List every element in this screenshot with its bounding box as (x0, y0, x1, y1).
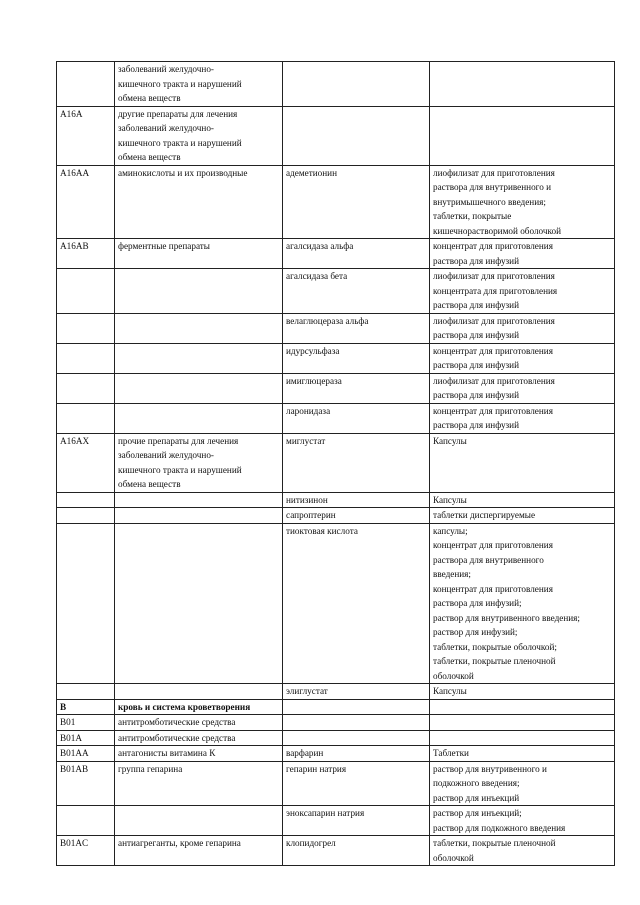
table-row (57, 730, 615, 746)
dosage-form-cell (430, 761, 615, 806)
dosage-form-cell (430, 343, 615, 373)
dosage-form-line: оболочкой (433, 670, 474, 681)
dosage-form-cell (430, 684, 615, 700)
group-name-line: кишечного тракта и нарушений (118, 464, 242, 475)
atc-code-cell (57, 761, 115, 806)
atc-code-cell (57, 699, 115, 715)
table-row (57, 523, 615, 684)
dosage-form-cell (430, 492, 615, 508)
dosage-form-line: раствора для внутривенного (433, 554, 544, 565)
dosage-form-line: Капсулы (433, 494, 467, 505)
table-row (57, 165, 615, 239)
drug-name: сапроптерин (286, 510, 336, 520)
dosage-form-cell (430, 373, 615, 403)
atc-code: B01 (60, 717, 76, 727)
group-name-cell (115, 343, 283, 373)
dosage-form-cell (430, 806, 615, 836)
drug-name: миглустат (286, 435, 326, 446)
group-name-line: другие препараты для лечения (118, 108, 238, 119)
dosage-form-line: раствор для инъекций (433, 792, 520, 803)
group-name-line: кровь и система кроветворения (118, 701, 251, 712)
atc-code-cell (57, 343, 115, 373)
group-name-cell (115, 699, 283, 715)
table-row (57, 313, 615, 343)
group-name-line: заболеваний желудочно- (118, 123, 214, 133)
atc-code-cell (57, 403, 115, 433)
atc-code-cell (57, 523, 115, 684)
dosage-form-cell (430, 165, 615, 239)
drug-name-cell (283, 715, 430, 731)
drug-name: адеметионин (286, 167, 337, 178)
atc-code-cell (57, 508, 115, 524)
dosage-form-line: Капсулы (433, 435, 467, 446)
atc-code: B01A (60, 732, 82, 743)
table-row (57, 508, 615, 524)
dosage-form-cell (430, 836, 615, 866)
group-name-line: заболеваний желудочно- (118, 64, 214, 74)
group-name-line: обмена веществ (118, 93, 181, 103)
group-name-cell (115, 715, 283, 731)
group-name-line: ферментные препараты (118, 241, 210, 251)
table-row (57, 62, 615, 107)
table-row (57, 746, 615, 762)
group-name-cell (115, 433, 283, 492)
drug-name-cell (283, 730, 430, 746)
drug-name-cell (283, 836, 430, 866)
atc-code-cell (57, 313, 115, 343)
dosage-form-cell (430, 746, 615, 762)
drug-name-cell (283, 746, 430, 762)
drug-name-cell (283, 165, 430, 239)
table-row (57, 836, 615, 866)
drug-name: тиоктовая кислота (286, 525, 358, 536)
group-name-line: кишечного тракта и нарушений (118, 78, 242, 89)
group-name-cell (115, 165, 283, 239)
group-name-cell (115, 836, 283, 866)
group-name-line: кишечного тракта и нарушений (118, 137, 242, 148)
drug-name-cell (283, 761, 430, 806)
table-row (57, 492, 615, 508)
group-name-line: прочие препараты для лечения (118, 435, 239, 446)
dosage-form-line: таблетки, покрытые (433, 211, 512, 221)
dosage-form-cell (430, 106, 615, 165)
dosage-form-line: концентрат для приготовления (433, 405, 553, 416)
group-name-cell (115, 761, 283, 806)
group-name-cell (115, 730, 283, 746)
group-name-cell (115, 806, 283, 836)
table-row (57, 806, 615, 836)
dosage-form-line: раствор для внутривенного введения; (433, 612, 580, 623)
dosage-form-line: Капсулы (433, 686, 467, 696)
dosage-form-cell (430, 403, 615, 433)
group-name-cell (115, 313, 283, 343)
dosage-form-line: раствора для инфузий (433, 390, 519, 400)
dosage-form-cell (430, 313, 615, 343)
atc-code-cell (57, 746, 115, 762)
drug-name-cell (283, 62, 430, 107)
atc-code: A16AB (60, 241, 89, 251)
dosage-form-cell (430, 239, 615, 269)
dosage-form-cell (430, 269, 615, 314)
drug-name: клопидогрел (286, 838, 336, 848)
drug-name-cell (283, 492, 430, 508)
atc-code-cell (57, 165, 115, 239)
group-name-cell (115, 62, 283, 107)
dosage-form-line: раствор для внутривенного и (433, 763, 547, 774)
atc-code-cell (57, 433, 115, 492)
atc-code: B (60, 701, 67, 712)
drug-name: варфарин (286, 748, 324, 758)
group-name-line: антиагреганты, кроме гепарина (118, 838, 241, 848)
group-name-line: антагонисты витамина К (118, 748, 216, 758)
dosage-form-line: концентрат для приготовления (433, 241, 553, 251)
dosage-form-line: лиофилизат для приготовления (433, 315, 555, 326)
dosage-form-cell (430, 433, 615, 492)
dosage-form-line: лиофилизат для приготовления (433, 271, 555, 281)
group-name-line: аминокислоты и их производные (118, 167, 248, 178)
drug-name: идурсульфаза (286, 345, 340, 356)
drug-name: ларонидаза (286, 405, 331, 416)
table-body (57, 62, 615, 866)
dosage-form-line: концентрат для приготовления (433, 540, 553, 550)
drug-name-cell (283, 373, 430, 403)
atc-code: A16AA (60, 167, 90, 178)
drug-name: гепарин натрия (286, 763, 347, 774)
dosage-form-line: капсулы; (433, 525, 468, 536)
group-name-cell (115, 746, 283, 762)
drug-name-cell (283, 403, 430, 433)
group-name-cell (115, 523, 283, 684)
drug-name-cell (283, 269, 430, 314)
drug-name-cell (283, 313, 430, 343)
table-row (57, 106, 615, 165)
dosage-form-line: лиофилизат для приготовления (433, 375, 555, 386)
group-name-cell (115, 106, 283, 165)
table-row (57, 684, 615, 700)
atc-code-cell (57, 269, 115, 314)
drug-name-cell (283, 106, 430, 165)
atc-code: B01AC (60, 838, 89, 848)
drug-classification-table (56, 61, 615, 866)
table-row (57, 761, 615, 806)
atc-code-cell (57, 730, 115, 746)
dosage-form-line: концентрат для приготовления (433, 583, 553, 594)
dosage-form-line: лиофилизат для приготовления (433, 167, 555, 178)
group-name-cell (115, 684, 283, 700)
dosage-form-line: подкожного введения; (433, 778, 520, 788)
dosage-form-line: таблетки, покрытые оболочкой; (433, 641, 557, 652)
dosage-form-line: Таблетки (433, 748, 469, 758)
drug-name-cell (283, 684, 430, 700)
dosage-form-line: концентрат для приготовления (433, 345, 553, 356)
drug-name: эноксапарин натрия (286, 808, 365, 818)
dosage-form-line: раствор для инъекций; (433, 808, 522, 818)
atc-code: A16AX (60, 435, 90, 446)
atc-code-cell (57, 239, 115, 269)
dosage-form-cell (430, 715, 615, 731)
dosage-form-line: раствора для инфузий (433, 420, 519, 430)
group-name-line: обмена веществ (118, 152, 181, 162)
dosage-form-line: таблетки, покрытые пленочной (433, 838, 556, 848)
drug-name-cell (283, 433, 430, 492)
dosage-form-line: раствора для инфузий (433, 330, 519, 340)
drug-name-cell (283, 239, 430, 269)
dosage-form-line: оболочкой (433, 852, 474, 863)
table-row (57, 269, 615, 314)
drug-name: агалсидаза альфа (286, 241, 354, 251)
atc-code-cell (57, 106, 115, 165)
dosage-form-line: внутримышечного введения; (433, 196, 546, 207)
atc-code: B01AA (60, 748, 89, 758)
group-name-cell (115, 269, 283, 314)
atc-code-cell (57, 715, 115, 731)
drug-name-cell (283, 699, 430, 715)
table-row (57, 403, 615, 433)
drug-name-cell (283, 523, 430, 684)
table-row (57, 715, 615, 731)
dosage-form-line: введения; (433, 569, 471, 579)
table-row (57, 343, 615, 373)
dosage-form-cell (430, 62, 615, 107)
group-name-line: антитромботические средства (118, 717, 236, 727)
dosage-form-cell (430, 699, 615, 715)
dosage-form-cell (430, 508, 615, 524)
dosage-form-cell (430, 523, 615, 684)
dosage-form-line: раствор для инфузий; (433, 627, 518, 637)
dosage-form-line: раствора для инфузий (433, 255, 519, 266)
dosage-form-line: таблетки диспергируемые (433, 510, 536, 520)
atc-code-cell (57, 684, 115, 700)
drug-name: велаглюцераза альфа (286, 315, 369, 326)
group-name-cell (115, 508, 283, 524)
group-name-line: обмена веществ (118, 479, 181, 489)
atc-code-cell (57, 373, 115, 403)
table-row (57, 433, 615, 492)
drug-name: имиглюцераза (286, 375, 342, 386)
atc-code: B01AB (60, 763, 89, 774)
drug-name-cell (283, 508, 430, 524)
atc-code-cell (57, 62, 115, 107)
dosage-form-line: раствора для внутривенного и (433, 182, 552, 192)
group-name-cell (115, 373, 283, 403)
dosage-form-line: раствор для подкожного введения (433, 822, 566, 833)
drug-name: нитизинон (286, 494, 328, 505)
dosage-form-line: раствора для инфузий (433, 300, 519, 310)
dosage-form-line: раствора для инфузий (433, 360, 519, 370)
dosage-form-line: таблетки, покрытые пленочной (433, 656, 556, 666)
group-name-line: антитромботические средства (118, 732, 236, 743)
atc-code-cell (57, 806, 115, 836)
table-row (57, 373, 615, 403)
group-name-line: заболеваний желудочно- (118, 450, 214, 460)
drug-name: агалсидаза бета (286, 271, 348, 281)
atc-code-cell (57, 492, 115, 508)
atc-code: A16A (60, 108, 83, 119)
drug-name-cell (283, 343, 430, 373)
atc-code-cell (57, 836, 115, 866)
group-name-cell (115, 239, 283, 269)
group-name-cell (115, 403, 283, 433)
table-row (57, 239, 615, 269)
dosage-form-line: концентрата для приготовления (433, 285, 558, 296)
table-row (57, 699, 615, 715)
dosage-form-line: раствора для инфузий; (433, 598, 522, 608)
group-name-cell (115, 492, 283, 508)
group-name-line: группа гепарина (118, 763, 183, 774)
drug-name: элиглустат (286, 686, 328, 696)
dosage-form-line: кишечнорастворимой оболочкой (433, 225, 562, 236)
dosage-form-cell (430, 730, 615, 746)
drug-name-cell (283, 806, 430, 836)
